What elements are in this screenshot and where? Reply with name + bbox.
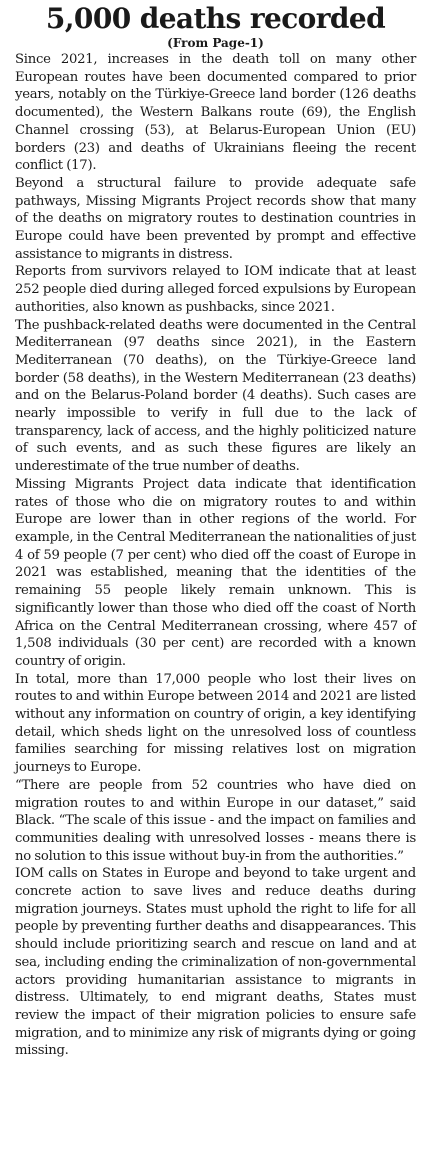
paragraph: Beyond a structural failure to provide adequate safe pathways, Missing Migrants Project records show that many of the deaths on migratory routes to destination countries in Europe could have been prevented by prompt and effective assistance to migrants in distress. <box>15 175 416 262</box>
paragraph: In total, more than 17,000 people who lost their lives on routes to and within Europe between 2014 and 2021 are listed without any information on country of origin, a key identifying detail, which sheds light on the unresolved loss of countless families searching for missing relatives lost on migration journeys to Europe. <box>15 671 416 776</box>
paragraph: “There are people from 52 countries who have died on migration routes to and within Europe in our dataset,” said Black. “The scale of this issue - and the impact on families and communities dealing with unresolved losses - means there is no solution to this issue without buy-in from the authorities.” <box>15 777 416 864</box>
article <box>15 2 416 1060</box>
paragraph: Reports from survivors relayed to IOM indicate that at least 252 people died during alleged forced expulsions by European authorities, also known as pushbacks, since 2021. <box>15 264 416 315</box>
paragraph: The pushback-related deaths were documented in the Central Mediterranean (97 deaths since 2021), in the Eastern Mediterranean (70 deaths), on the Türkiye-Greece land border (58 deaths), in the Western Mediterranean (23 deaths) and on the Belarus-Poland border (4 deaths). Such cases are nearly impossible to verify in full due to the lack of transparency, lack of access, and the highly politicized nature of such events, and as such these figures are likely an underestimate of the true number of deaths. <box>15 317 416 475</box>
paragraph: Since 2021, increases in the death toll on many other European routes have been documented compared to prior years, notably on the Türkiye-Greece land border (126 deaths documented), the Western Balkans route (69), the English Channel crossing (53), at Belarus-European Union (EU) borders (23) and deaths of Ukrainians fleeing the recent conflict (17). <box>15 52 416 174</box>
paragraph: IOM calls on States in Europe and beyond to take urgent and concrete action to save lives and reduce deaths during migration journeys. States must uphold the right to life for all people by preventing further deaths and disappearances. This should include prioritizing search and rescue on land and at sea, including ending the criminalization of non-governmental actors providing humanitarian assistance to migrants in distress. Ultimately, to end migrant deaths, States must review the impact of their migration policies to ensure safe migration, and to minimize any risk of migrants dying or going missing. <box>15 866 416 1059</box>
continuation-note: (From Page-1) <box>167 36 264 50</box>
headline: 5,000 deaths recorded <box>45 2 386 35</box>
paragraph: Missing Migrants Project data indicate that identification rates of those who die on migratory routes to and within Europe are lower than in other regions of the world. For example, in the Central Mediterranean the nationalities of just 4 of 59 people (7 per cent) who died off the coast of Europe in 2021 was established, meaning that the identities of the remaining 55 people likely remain unknown. This is significantly lower than those who died off the coast of North Africa on the Central Mediterranean crossing, where 457 of 1,508 individuals (30 per cent) are recorded with a known country of origin. <box>15 476 416 669</box>
